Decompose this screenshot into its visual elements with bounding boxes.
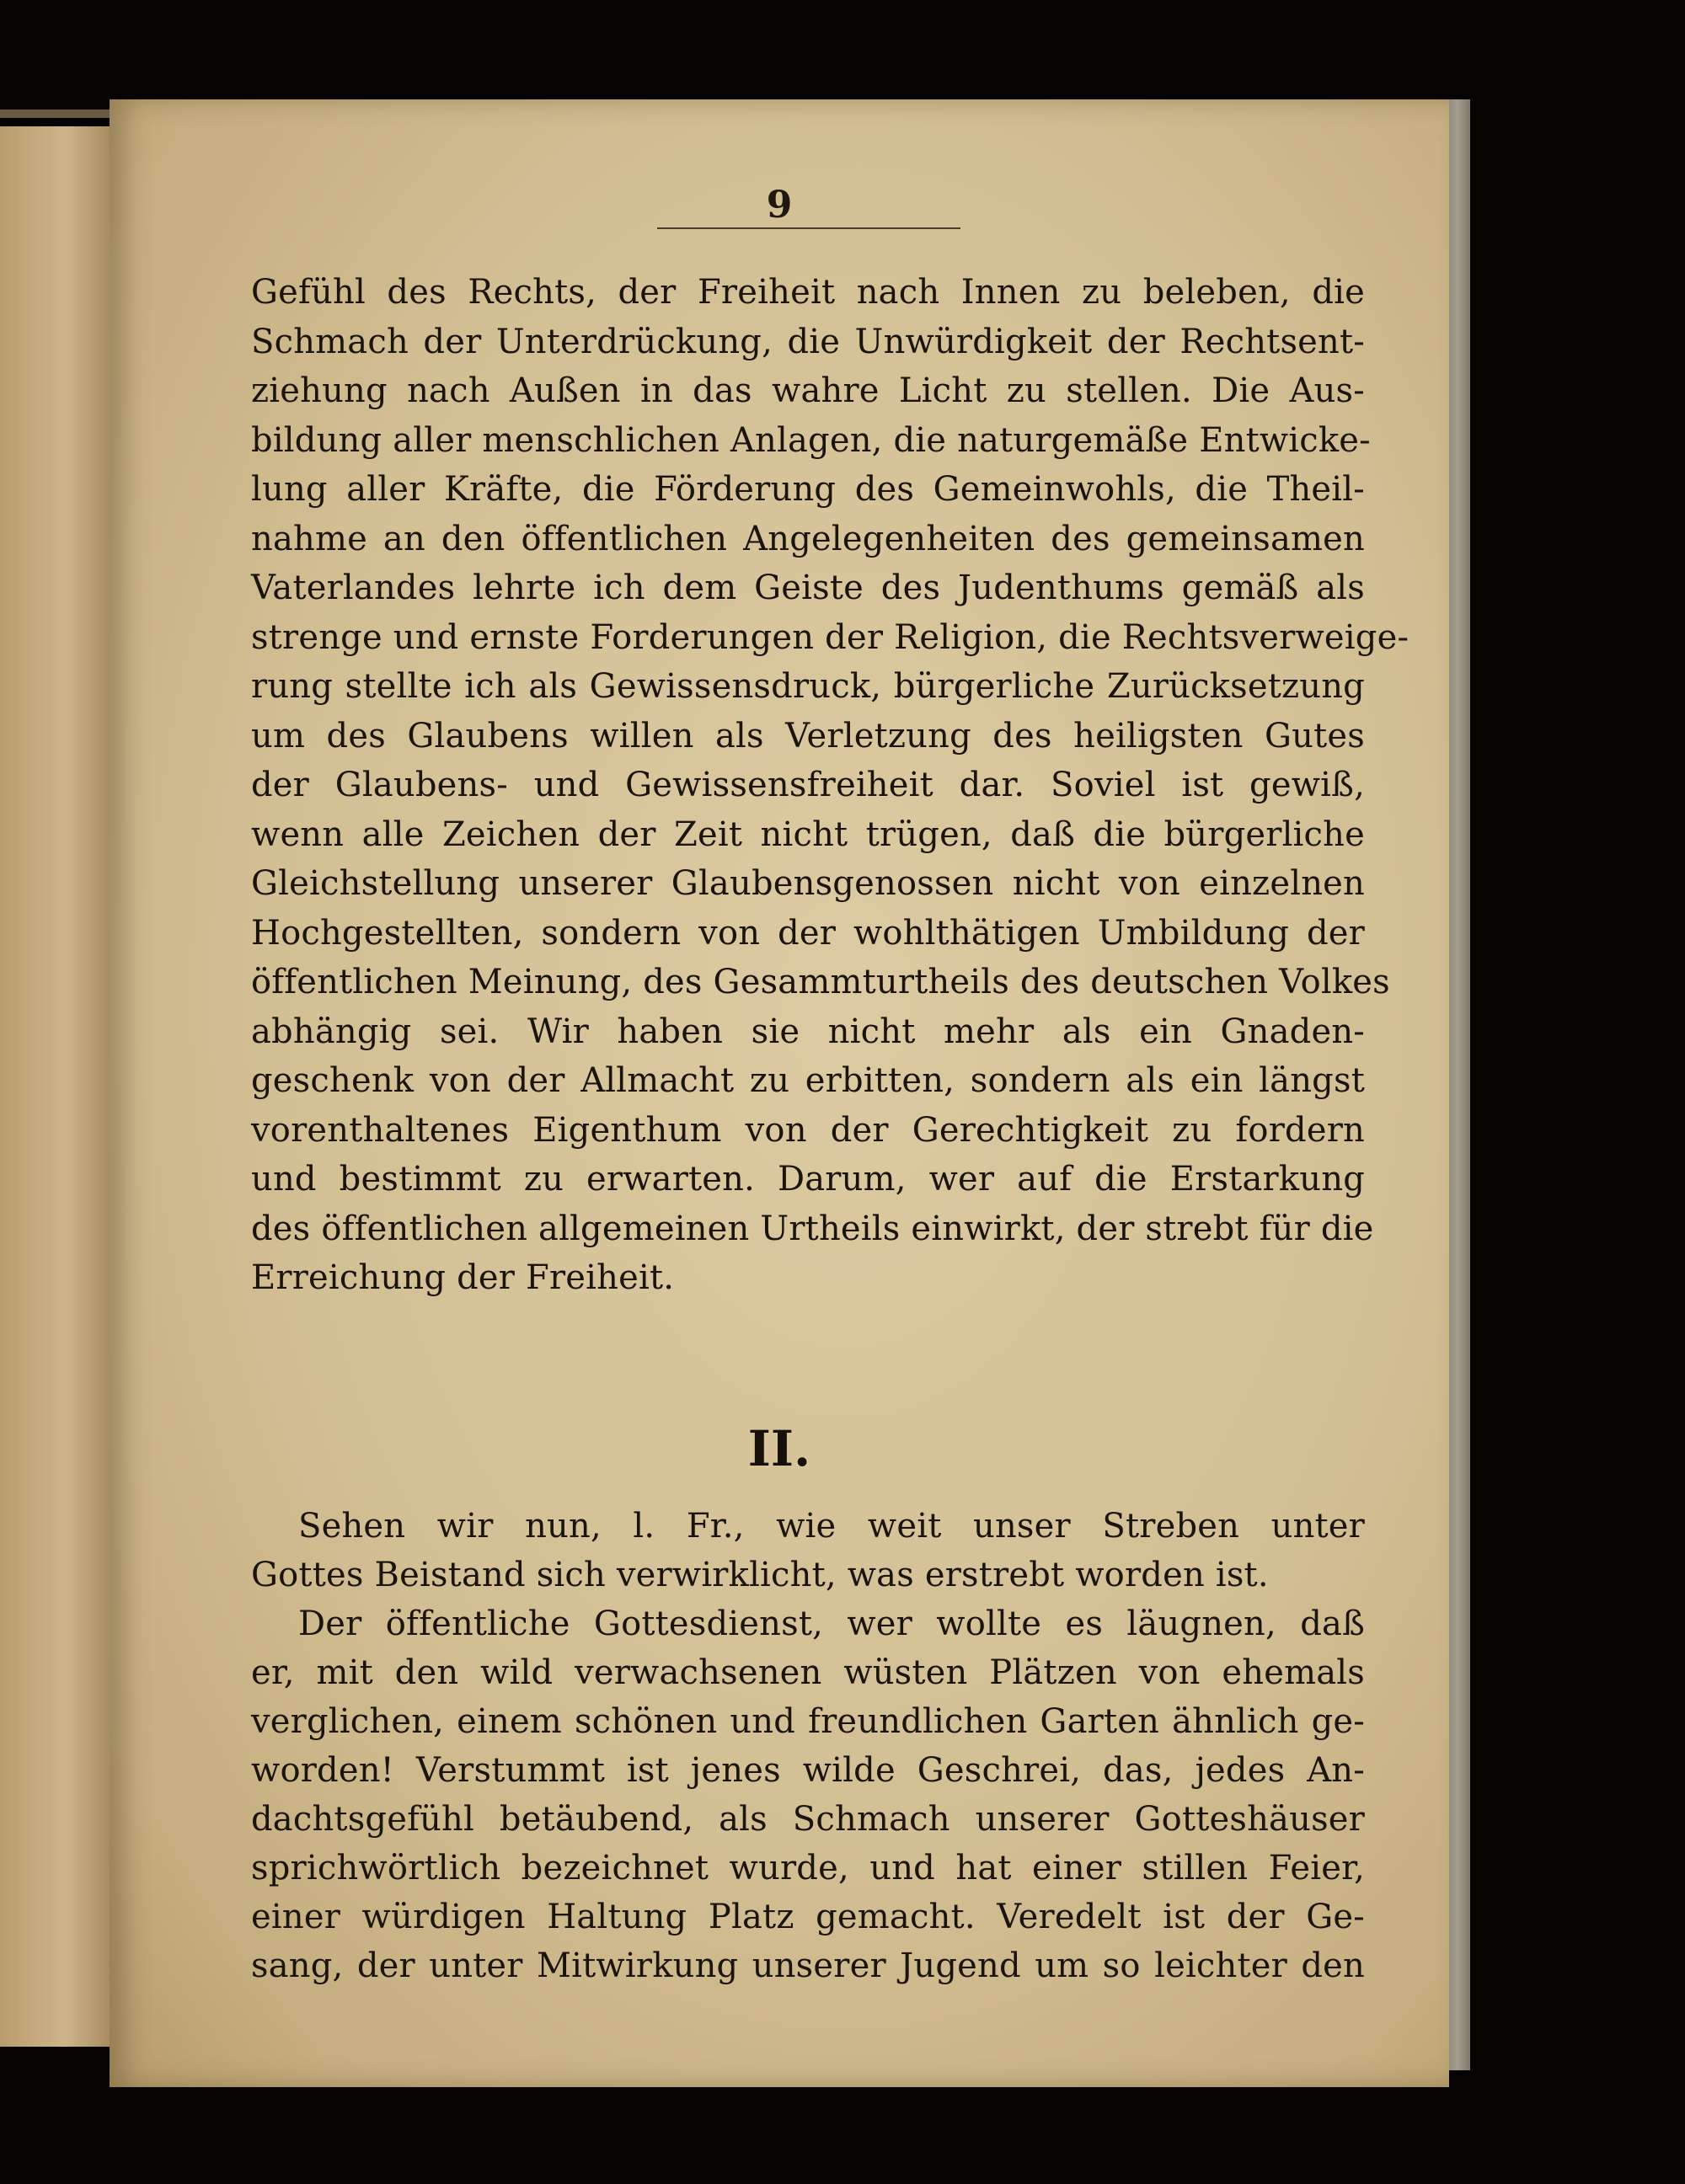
- text-line: dachtsgefühl betäubend, als Schmach unserer Gotteshäuser: [251, 1800, 1365, 1839]
- text-line: um des Glaubens willen als Verletzung des heiligsten Gutes: [251, 716, 1365, 756]
- text-line: Vaterlandes lehrte ich dem Geiste des Judenthums gemäß als: [251, 569, 1365, 607]
- text-line: Der öffentliche Gottesdienst, wer wollte es läugnen, daß: [298, 1605, 1365, 1643]
- text-line: Gefühl des Rechts, der Freiheit nach Innen zu beleben, die: [251, 273, 1365, 312]
- paragraph-1: [251, 268, 1410, 1303]
- text-line: lung aller Kräfte, die Förderung des Gemeinwohls, die Theil-: [251, 470, 1365, 509]
- header-rule: [657, 227, 960, 229]
- text-line: Schmach der Unterdrückung, die Unwürdigkeit der Rechtsent-: [251, 322, 1365, 361]
- text-line: Gleichstellung unserer Glaubensgenossen nicht von einzelnen: [251, 864, 1365, 903]
- text-line: abhängig sei. Wir haben sie nicht mehr als ein Gnaden-: [251, 1012, 1365, 1051]
- text-line: Sehen wir nun, l. Fr., wie weit unser Streben unter: [298, 1507, 1365, 1546]
- text-line: geschenk von der Allmacht zu erbitten, sondern als ein längst: [251, 1061, 1365, 1100]
- text-line: sang, der unter Mitwirkung unserer Jugend um so leichter den: [251, 1946, 1365, 1985]
- text-line: des öffentlichen allgemeinen Urtheils einwirkt, der strebt für die: [251, 1209, 1374, 1248]
- text-line: nahme an den öffentlichen Angelegenheiten des gemeinsamen: [251, 519, 1365, 558]
- text-line: öffentlichen Meinung, des Gesammturtheils des deutschen Volkes: [251, 963, 1390, 1001]
- text-line: sprichwörtlich bezeichnet wurde, und hat einer stillen Feier,: [251, 1849, 1365, 1888]
- text-line: strenge und ernste Forderungen der Religion, die Rechtsverweige-: [251, 617, 1410, 657]
- text-line: Gottes Beistand sich verwirklicht, was erstrebt worden ist.: [251, 1556, 1269, 1594]
- paragraph-3: [251, 1599, 1365, 1990]
- text-line: einer würdigen Haltung Platz gemacht. Veredelt ist der Ge-: [251, 1898, 1365, 1936]
- paragraph-2: [251, 1502, 1365, 1599]
- text-line: der Glaubens- und Gewissensfreiheit dar. Soviel ist gewiß,: [251, 766, 1365, 804]
- text-line: worden! Verstummt ist jenes wilde Geschrei, das, jedes An-: [251, 1751, 1365, 1790]
- page-number: 9: [766, 184, 793, 227]
- text-line: und bestimmt zu erwarten. Darum, wer auf die Erstarkung: [251, 1160, 1365, 1199]
- text-line: wenn alle Zeichen der Zeit nicht trügen, daß die bürgerliche: [251, 814, 1365, 854]
- book-page: [110, 99, 1449, 2087]
- section-2-body: [251, 1502, 1365, 1990]
- text-line: Erreichung der Freiheit.: [251, 1258, 675, 1297]
- section-heading: II.: [747, 1420, 811, 1477]
- facing-page-edge: [0, 126, 110, 2047]
- text-line: vorenthaltenes Eigenthum von der Gerechtigkeit zu fordern: [251, 1110, 1365, 1150]
- text-line: bildung aller menschlichen Anlagen, die naturgemäße Entwicke-: [251, 420, 1371, 460]
- left-page-edge: [0, 109, 118, 118]
- text-line: verglichen, einem schönen und freundlichen Garten ähnlich ge-: [251, 1702, 1365, 1741]
- text-line: Hochgestellten, sondern von der wohlthätigen Umbildung der: [251, 913, 1365, 953]
- text-line: ziehung nach Außen in das wahre Licht zu stellen. Die Aus-: [251, 371, 1365, 410]
- text-line: rung stellte ich als Gewissensdruck, bürgerliche Zurücksetzung: [251, 667, 1365, 706]
- text-line: er, mit den wild verwachsenen wüsten Plätzen von ehemals: [251, 1653, 1365, 1692]
